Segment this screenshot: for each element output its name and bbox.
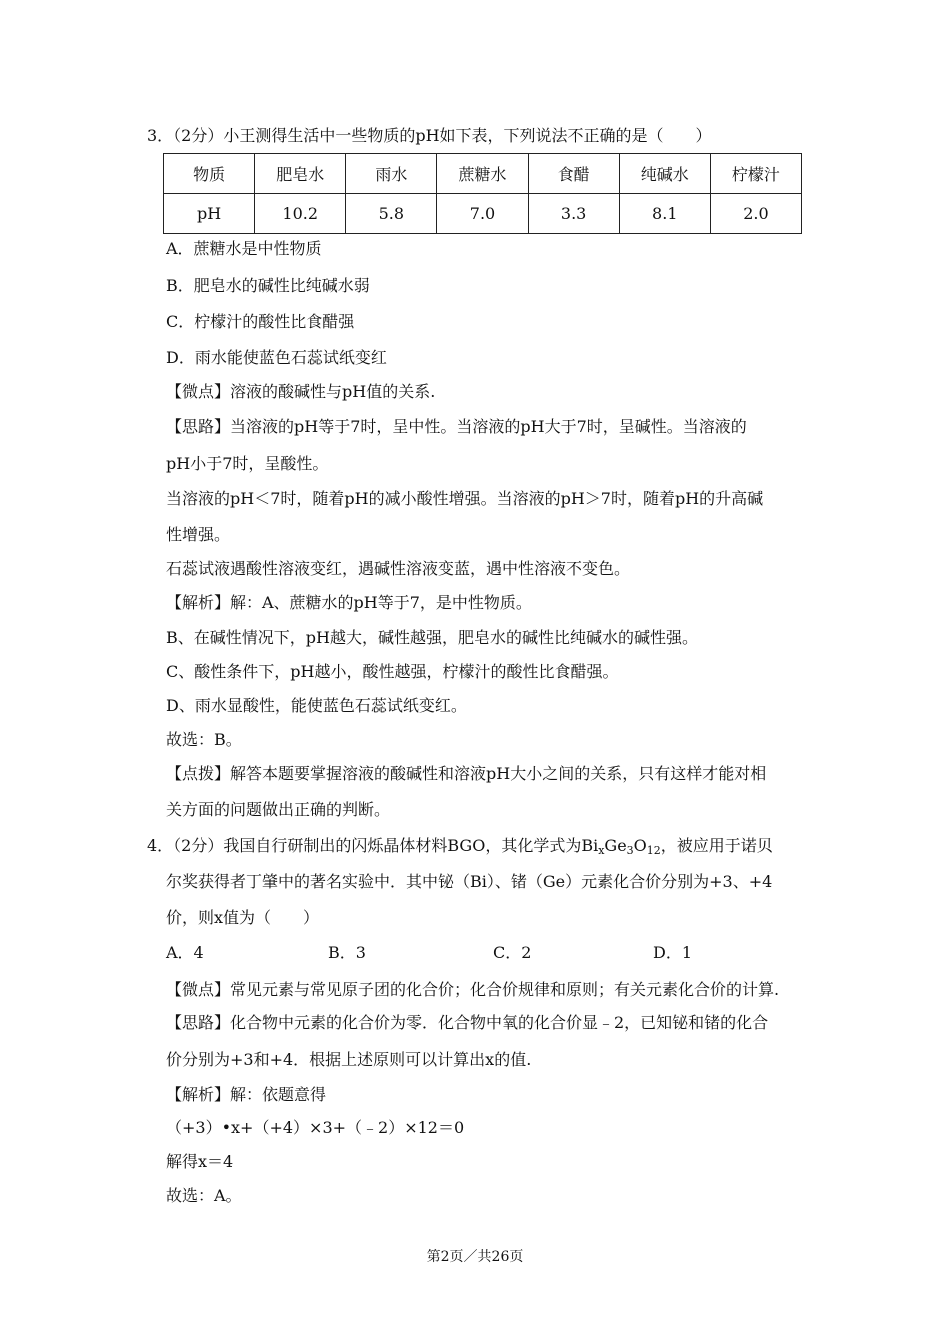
- table-cell: pH: [164, 194, 255, 234]
- table-cell: 3.3: [528, 194, 619, 234]
- q3-option-d: D．雨水能使蓝色石蕊试纸变红: [166, 348, 387, 367]
- table-cell: 5.8: [346, 194, 437, 234]
- formula-subscript-12: 12: [646, 844, 661, 857]
- q3-jiexi-1: 【解析】解：A、蔗糖水的pH等于7，是中性物质。: [166, 593, 532, 612]
- table-cell: 蔗糖水: [437, 154, 528, 194]
- table-cell: 10.2: [255, 194, 346, 234]
- q3-dianbo-1: 【点拨】解答本题要掌握溶液的酸碱性和溶液pH大小之间的关系，只有这样才能对相: [166, 764, 767, 783]
- q3-jiexi-3: C、酸性条件下，pH越小，酸性越强，柠檬汁的酸性比食醋强。: [166, 662, 619, 681]
- q3-dianbo-2: 关方面的问题做出正确的判断。: [166, 800, 391, 819]
- q3-silu-1: 【思路】当溶液的pH等于7时，呈中性。当溶液的pH大于7时，呈碱性。当溶液的: [166, 417, 747, 436]
- q3-silu-4: 性增强。: [166, 525, 231, 544]
- q3-option-a: A．蔗糖水是中性物质: [166, 239, 322, 258]
- q4-stem-line3: 价，则x值为（ ）: [166, 908, 320, 927]
- q4-option-c: C．2: [493, 943, 532, 962]
- q4-jiexi-3: 解得x＝4: [166, 1152, 234, 1171]
- table-cell: 食醋: [528, 154, 619, 194]
- table-row: [164, 194, 802, 234]
- q3-jiexi-4: D、雨水显酸性，能使蓝色石蕊试纸变红。: [166, 696, 467, 715]
- q4-silu-1: 【思路】化合物中元素的化合价为零．化合物中氧的化合价显﹣2，已知铋和锗的化合: [166, 1013, 769, 1032]
- q4-weidian: 【微点】常见元素与常见原子团的化合价；化合价规律和原则；有关元素化合价的计算.: [166, 980, 780, 999]
- table-cell: 物质: [164, 154, 255, 194]
- formula-subscript-3: 3: [626, 844, 634, 857]
- q3-jiexi-2: B、在碱性情况下，pH越大，碱性越强，肥皂水的碱性比纯碱水的碱性强。: [166, 628, 698, 647]
- q3-option-b: B．肥皂水的碱性比纯碱水弱: [166, 276, 370, 295]
- q4-jiexi-1: 【解析】解：依题意得: [166, 1085, 327, 1104]
- page-footer: 第2页／共26页: [426, 1249, 524, 1265]
- q4-stem-text-end: ，被应用于诺贝: [660, 836, 773, 855]
- q3-jiexi-5: 故选：B。: [166, 730, 242, 749]
- q4-option-d: D．1: [653, 943, 693, 962]
- q3-weidian: 【微点】溶液的酸碱性与pH值的关系.: [166, 382, 436, 401]
- q4-jiexi-4: 故选：A。: [166, 1186, 242, 1205]
- table-cell: 2.0: [710, 194, 801, 234]
- formula-ge: Ge: [604, 836, 627, 855]
- table-cell: 肥皂水: [255, 154, 346, 194]
- q4-stem-line1: [147, 836, 773, 861]
- q4-option-a: A．4: [166, 943, 204, 962]
- formula-o: O: [633, 836, 647, 855]
- formula-subscript-x: x: [598, 844, 605, 857]
- table-cell: 8.1: [619, 194, 710, 234]
- q4-jiexi-2: （+3）•x+（+4）×3+（﹣2）×12＝0: [166, 1118, 465, 1137]
- table-header-row: [164, 154, 802, 194]
- q4-stem-text: 4．（2分）我国自行研制出的闪烁晶体材料BGO，其化学式为Bi: [147, 836, 599, 855]
- q3-silu-3: 当溶液的pH＜7时，随着pH的减小酸性增强。当溶液的pH＞7时，随着pH的升高碱: [166, 489, 764, 508]
- q3-silu-5: 石蕊试液遇酸性溶液变红，遇碱性溶液变蓝，遇中性溶液不变色。: [166, 559, 631, 578]
- ph-table: [163, 153, 802, 234]
- table-cell: 纯碱水: [619, 154, 710, 194]
- q3-stem: 3．（2分）小王测得生活中一些物质的pH如下表，下列说法不正确的是（ ）: [147, 126, 712, 145]
- q4-option-b: B．3: [328, 943, 366, 962]
- q3-silu-2: pH小于7时，呈酸性。: [166, 454, 329, 473]
- table-cell: 雨水: [346, 154, 437, 194]
- q3-option-c: C．柠檬汁的酸性比食醋强: [166, 312, 355, 331]
- q4-stem-line2: 尔奖获得者丁肇中的著名实验中．其中铋（Bi）、锗（Ge）元素化合价分别为+3、+4: [166, 872, 773, 891]
- table-cell: 柠檬汁: [710, 154, 801, 194]
- q4-silu-2: 价分别为+3和+4．根据上述原则可以计算出x的值.: [166, 1050, 532, 1069]
- table-cell: 7.0: [437, 194, 528, 234]
